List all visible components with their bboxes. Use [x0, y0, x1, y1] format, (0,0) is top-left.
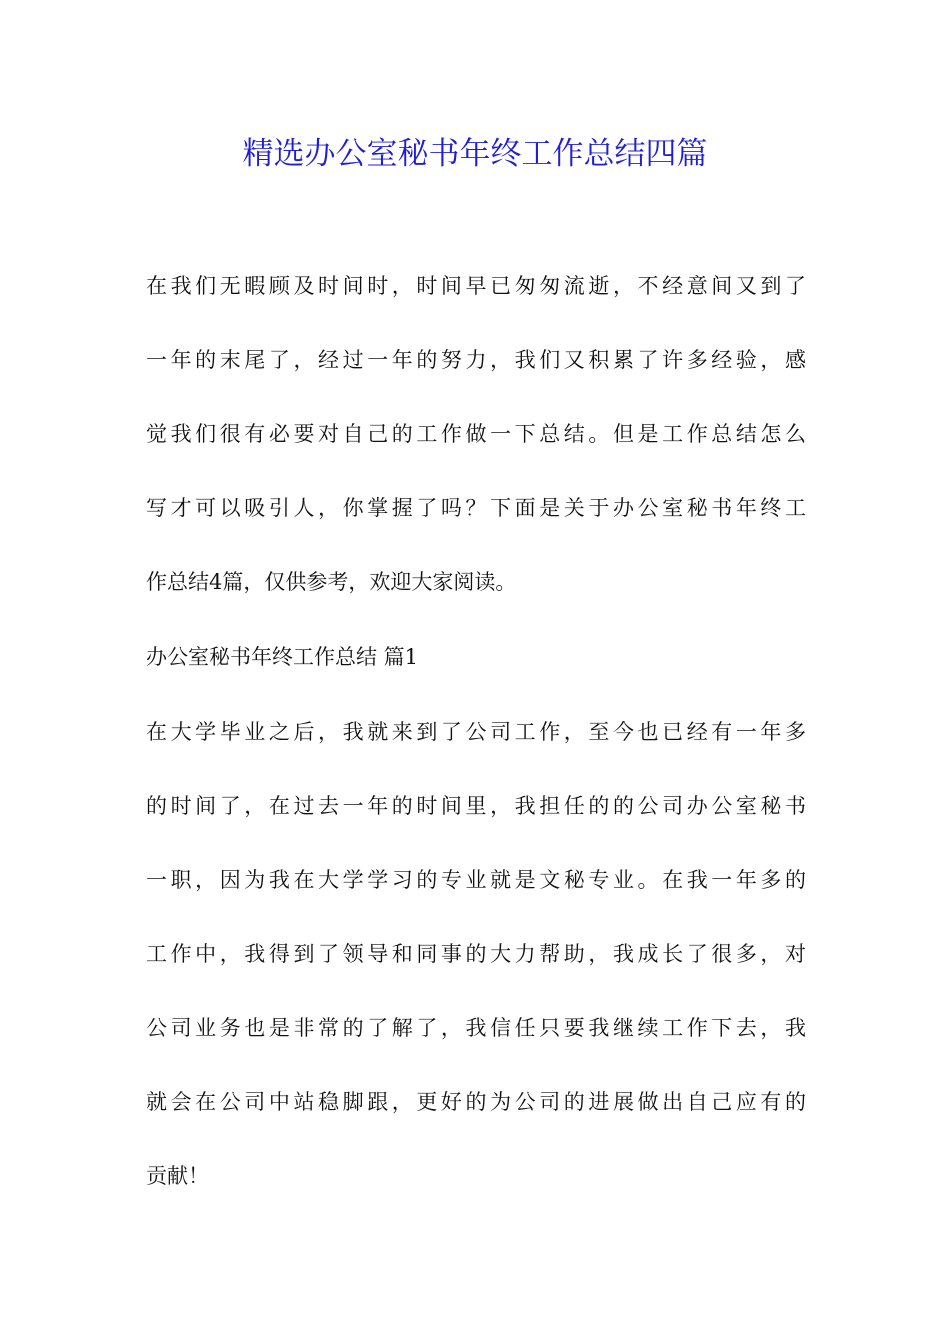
section-line: 一职，因为我在大学学习的专业就是文秘专业。在我一年多的 [146, 868, 806, 892]
section-line: 在大学毕业之后，我就来到了公司工作，至今也已经有一年多 [146, 720, 806, 744]
section-line: 的时间了，在过去一年的时间里，我担任的的公司办公室秘书 [146, 794, 806, 818]
section-line: 就会在公司中站稳脚跟，更好的为公司的进展做出自己应有的 [146, 1090, 806, 1114]
section-line: 工作中，我得到了领导和同事的大力帮助，我成长了很多，对 [146, 942, 806, 966]
document-title: 精选办公室秘书年终工作总结四篇 [242, 136, 708, 172]
intro-paragraph [146, 249, 806, 619]
section-paragraph [146, 695, 806, 1213]
section-line: 贡献！ [146, 1164, 209, 1188]
section-heading: 办公室秘书年终工作总结 篇1 [146, 645, 419, 669]
intro-line: 一年的末尾了，经过一年的努力，我们又积累了许多经验，感 [146, 348, 806, 372]
intro-line: 作总结4篇，仅供参考，欢迎大家阅读。 [146, 570, 517, 594]
section-line: 公司业务也是非常的了解了，我信任只要我继续工作下去，我 [146, 1016, 806, 1040]
intro-line: 在我们无暇顾及时间时，时间早已匆匆流逝，不经意间又到了 [146, 274, 806, 298]
intro-line: 觉我们很有必要对自己的工作做一下总结。但是工作总结怎么 [146, 422, 806, 446]
intro-line: 写才可以吸引人，你掌握了吗？下面是关于办公室秘书年终工 [146, 496, 806, 520]
